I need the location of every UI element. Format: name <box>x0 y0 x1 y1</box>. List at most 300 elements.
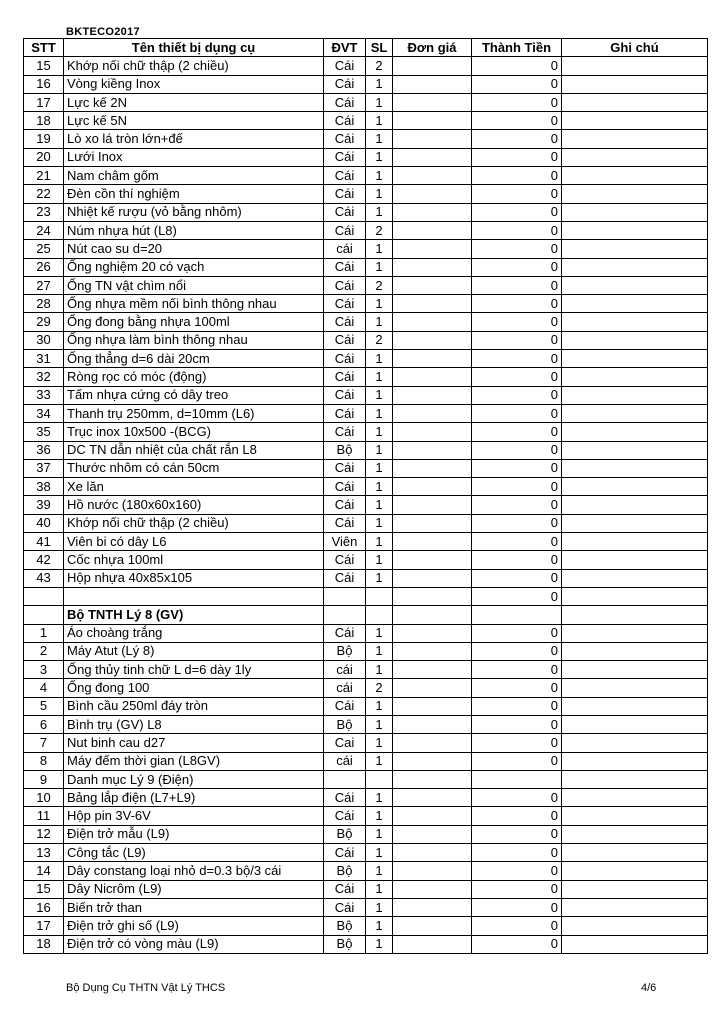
cell-total: 0 <box>472 734 562 752</box>
cell-qty: 1 <box>366 423 393 441</box>
cell-name: Điện trở có vòng màu (L9) <box>64 935 324 953</box>
table-row <box>24 752 708 770</box>
cell-note <box>562 514 708 532</box>
cell-name: Nút cao su d=20 <box>64 240 324 258</box>
cell-unit: Cái <box>324 459 366 477</box>
table-row <box>24 478 708 496</box>
table-row <box>24 533 708 551</box>
cell-total: 0 <box>472 715 562 733</box>
table-body <box>24 57 708 954</box>
cell-unit-price <box>393 679 472 697</box>
cell-total: 0 <box>472 221 562 239</box>
table-row <box>24 789 708 807</box>
table-row <box>24 276 708 294</box>
cell-note <box>562 807 708 825</box>
cell-total: 0 <box>472 642 562 660</box>
cell-stt: 18 <box>24 112 64 130</box>
cell-unit: Cái <box>324 276 366 294</box>
cell-stt: 20 <box>24 148 64 166</box>
cell-qty: 1 <box>366 203 393 221</box>
cell-stt: 10 <box>24 789 64 807</box>
cell-stt <box>24 587 64 605</box>
cell-name: Ống đong 100 <box>64 679 324 697</box>
cell-qty: 2 <box>366 221 393 239</box>
document-code: BKTECO2017 <box>66 26 140 38</box>
cell-stt: 15 <box>24 880 64 898</box>
cell-name: Vòng kiềng Inox <box>64 75 324 93</box>
cell-total: 0 <box>472 240 562 258</box>
cell-stt: 19 <box>24 130 64 148</box>
cell-total: 0 <box>472 167 562 185</box>
cell-total: 0 <box>472 203 562 221</box>
cell-total: 0 <box>472 880 562 898</box>
cell-qty: 1 <box>366 569 393 587</box>
cell-unit: Cai <box>324 734 366 752</box>
cell-unit-price <box>393 478 472 496</box>
cell-qty: 1 <box>366 551 393 569</box>
cell-stt: 38 <box>24 478 64 496</box>
table-row <box>24 368 708 386</box>
cell-unit: Cái <box>324 350 366 368</box>
cell-qty: 1 <box>366 313 393 331</box>
table-row <box>24 258 708 276</box>
cell-qty: 1 <box>366 148 393 166</box>
cell-unit: Cái <box>324 258 366 276</box>
cell-total: 0 <box>472 350 562 368</box>
cell-stt: 30 <box>24 331 64 349</box>
cell-unit-price <box>393 606 472 624</box>
cell-note <box>562 862 708 880</box>
cell-note <box>562 148 708 166</box>
cell-unit-price <box>393 862 472 880</box>
cell-unit-price <box>393 844 472 862</box>
page-number: 4/6 <box>641 982 657 994</box>
table-row <box>24 331 708 349</box>
cell-note <box>562 295 708 313</box>
cell-qty: 2 <box>366 679 393 697</box>
cell-qty: 1 <box>366 697 393 715</box>
cell-note <box>562 459 708 477</box>
cell-unit: Cái <box>324 130 366 148</box>
cell-total: 0 <box>472 898 562 916</box>
cell-qty: 1 <box>366 75 393 93</box>
cell-unit: Bộ <box>324 917 366 935</box>
cell-stt: 36 <box>24 441 64 459</box>
cell-total: 0 <box>472 112 562 130</box>
cell-qty: 2 <box>366 276 393 294</box>
cell-name: Hồ nước (180x60x160) <box>64 496 324 514</box>
cell-stt: 31 <box>24 350 64 368</box>
cell-qty: 1 <box>366 862 393 880</box>
cell-unit-price <box>393 203 472 221</box>
cell-total: 0 <box>472 57 562 75</box>
cell-unit: Cái <box>324 898 366 916</box>
cell-note <box>562 368 708 386</box>
cell-total: 0 <box>472 258 562 276</box>
cell-qty: 1 <box>366 661 393 679</box>
cell-name: Hộp pin 3V-6V <box>64 807 324 825</box>
cell-name: Nut binh cau d27 <box>64 734 324 752</box>
cell-unit: Cái <box>324 423 366 441</box>
cell-qty: 1 <box>366 93 393 111</box>
cell-name: Thước nhôm có cán 50cm <box>64 459 324 477</box>
cell-stt: 12 <box>24 825 64 843</box>
cell-stt: 29 <box>24 313 64 331</box>
table-row <box>24 697 708 715</box>
cell-stt <box>24 606 64 624</box>
cell-note <box>562 770 708 788</box>
cell-note <box>562 240 708 258</box>
cell-unit <box>324 606 366 624</box>
cell-note <box>562 679 708 697</box>
cell-name: Ròng rọc có móc (động) <box>64 368 324 386</box>
section-row <box>24 606 708 624</box>
cell-qty: 1 <box>366 350 393 368</box>
cell-qty: 1 <box>366 167 393 185</box>
cell-name: Thanh trụ 250mm, d=10mm (L6) <box>64 404 324 422</box>
cell-note <box>562 880 708 898</box>
cell-total: 0 <box>472 130 562 148</box>
cell-unit-price <box>393 569 472 587</box>
cell-total: 0 <box>472 533 562 551</box>
cell-total: 0 <box>472 752 562 770</box>
cell-note <box>562 587 708 605</box>
cell-total: 0 <box>472 148 562 166</box>
cell-name: Khớp nối chữ thập (2 chiều) <box>64 57 324 75</box>
cell-name: Tấm nhựa cứng có dây treo <box>64 386 324 404</box>
cell-unit-price <box>393 350 472 368</box>
cell-name: Viên bi có dây L6 <box>64 533 324 551</box>
cell-stt: 21 <box>24 167 64 185</box>
cell-unit-price <box>393 240 472 258</box>
header-note: Ghi chú <box>562 39 708 57</box>
table-row <box>24 185 708 203</box>
cell-stt: 28 <box>24 295 64 313</box>
cell-unit: Cái <box>324 93 366 111</box>
cell-note <box>562 57 708 75</box>
cell-name: Áo choàng trắng <box>64 624 324 642</box>
cell-unit: cái <box>324 752 366 770</box>
cell-total: 0 <box>472 807 562 825</box>
cell-qty: 1 <box>366 240 393 258</box>
table-row <box>24 715 708 733</box>
cell-total: 0 <box>472 93 562 111</box>
cell-stt: 13 <box>24 844 64 862</box>
cell-qty: 1 <box>366 715 393 733</box>
cell-total: 0 <box>472 844 562 862</box>
cell-note <box>562 185 708 203</box>
cell-qty: 1 <box>366 807 393 825</box>
cell-total: 0 <box>472 496 562 514</box>
cell-note <box>562 533 708 551</box>
cell-qty: 1 <box>366 533 393 551</box>
cell-note <box>562 697 708 715</box>
cell-name: Nam châm gốm <box>64 167 324 185</box>
cell-total: 0 <box>472 789 562 807</box>
cell-stt: 22 <box>24 185 64 203</box>
cell-unit-price <box>393 935 472 953</box>
cell-total: 0 <box>472 569 562 587</box>
table-row <box>24 313 708 331</box>
cell-qty: 1 <box>366 624 393 642</box>
cell-qty: 1 <box>366 459 393 477</box>
cell-unit: Bộ <box>324 825 366 843</box>
cell-qty: 1 <box>366 368 393 386</box>
cell-unit: Cái <box>324 880 366 898</box>
cell-unit: cái <box>324 679 366 697</box>
cell-unit-price <box>393 258 472 276</box>
cell-stt: 40 <box>24 514 64 532</box>
cell-total: 0 <box>472 661 562 679</box>
cell-stt: 24 <box>24 221 64 239</box>
cell-qty: 1 <box>366 496 393 514</box>
cell-name: Bình cầu 250ml đáy tròn <box>64 697 324 715</box>
cell-unit: Bộ <box>324 862 366 880</box>
cell-name: Ống đong bằng nhựa 100ml <box>64 313 324 331</box>
cell-qty <box>366 587 393 605</box>
cell-unit: Cái <box>324 807 366 825</box>
cell-unit: Cái <box>324 203 366 221</box>
cell-name: Đèn cồn thí nghiệm <box>64 185 324 203</box>
table-row <box>24 221 708 239</box>
table-row <box>24 935 708 953</box>
table-row <box>24 57 708 75</box>
cell-stt: 18 <box>24 935 64 953</box>
cell-note <box>562 350 708 368</box>
cell-unit: Cái <box>324 112 366 130</box>
table-row <box>24 75 708 93</box>
cell-note <box>562 478 708 496</box>
cell-total: 0 <box>472 295 562 313</box>
cell-note <box>562 569 708 587</box>
cell-unit-price <box>393 697 472 715</box>
cell-total: 0 <box>472 917 562 935</box>
cell-unit-price <box>393 386 472 404</box>
cell-note <box>562 935 708 953</box>
table-row <box>24 130 708 148</box>
cell-unit: Cái <box>324 551 366 569</box>
cell-stt: 39 <box>24 496 64 514</box>
cell-qty: 1 <box>366 404 393 422</box>
cell-stt: 6 <box>24 715 64 733</box>
cell-unit-price <box>393 496 472 514</box>
cell-stt: 7 <box>24 734 64 752</box>
cell-note <box>562 642 708 660</box>
cell-qty: 1 <box>366 295 393 313</box>
cell-name: Công tắc (L9) <box>64 844 324 862</box>
cell-qty: 1 <box>366 185 393 203</box>
cell-name: Lực kế 2N <box>64 93 324 111</box>
table-row <box>24 148 708 166</box>
table-row <box>24 167 708 185</box>
table-row <box>24 844 708 862</box>
cell-name: Ống thủy tinh chữ L d=6 dày 1ly <box>64 661 324 679</box>
cell-stt: 25 <box>24 240 64 258</box>
cell-unit-price <box>393 898 472 916</box>
cell-note <box>562 789 708 807</box>
cell-total: 0 <box>472 368 562 386</box>
cell-stt: 34 <box>24 404 64 422</box>
cell-note <box>562 844 708 862</box>
table-row <box>24 734 708 752</box>
cell-unit: Cái <box>324 148 366 166</box>
table-row <box>24 587 708 605</box>
cell-total: 0 <box>472 825 562 843</box>
cell-unit: cái <box>324 240 366 258</box>
cell-name: Ống nhựa mềm nối bình thông nhau <box>64 295 324 313</box>
cell-unit-price <box>393 313 472 331</box>
cell-total: 0 <box>472 624 562 642</box>
cell-unit-price <box>393 825 472 843</box>
cell-unit <box>324 587 366 605</box>
cell-unit-price <box>393 880 472 898</box>
cell-name: Ống TN vật chìm nổi <box>64 276 324 294</box>
cell-unit-price <box>393 514 472 532</box>
cell-total: 0 <box>472 331 562 349</box>
cell-stt: 2 <box>24 642 64 660</box>
cell-name: Xe lăn <box>64 478 324 496</box>
table-row <box>24 386 708 404</box>
cell-qty: 1 <box>366 825 393 843</box>
cell-note <box>562 276 708 294</box>
cell-unit: Cái <box>324 478 366 496</box>
cell-qty: 1 <box>366 441 393 459</box>
table-row <box>24 917 708 935</box>
table-row <box>24 679 708 697</box>
cell-stt: 43 <box>24 569 64 587</box>
table-row <box>24 112 708 130</box>
cell-stt: 1 <box>24 624 64 642</box>
cell-unit-price <box>393 167 472 185</box>
cell-unit: Viên <box>324 533 366 551</box>
cell-total: 0 <box>472 862 562 880</box>
cell-note <box>562 825 708 843</box>
cell-name: Lưới Inox <box>64 148 324 166</box>
table-row <box>24 624 708 642</box>
cell-stt: 26 <box>24 258 64 276</box>
cell-qty: 1 <box>366 898 393 916</box>
cell-unit-price <box>393 715 472 733</box>
table-row <box>24 898 708 916</box>
cell-stt: 42 <box>24 551 64 569</box>
table-row <box>24 661 708 679</box>
cell-note <box>562 715 708 733</box>
cell-qty: 1 <box>366 258 393 276</box>
cell-unit-price <box>393 752 472 770</box>
cell-note <box>562 331 708 349</box>
cell-note <box>562 441 708 459</box>
cell-unit-price <box>393 75 472 93</box>
cell-qty: 1 <box>366 935 393 953</box>
cell-unit-price <box>393 661 472 679</box>
table-row <box>24 569 708 587</box>
cell-stt: 23 <box>24 203 64 221</box>
table-row <box>24 203 708 221</box>
cell-unit: Bộ <box>324 441 366 459</box>
cell-stt: 15 <box>24 57 64 75</box>
cell-total: 0 <box>472 276 562 294</box>
cell-total <box>472 770 562 788</box>
cell-stt: 17 <box>24 93 64 111</box>
cell-unit <box>324 770 366 788</box>
cell-name: Nhiệt kế rượu (vỏ bằng nhôm) <box>64 203 324 221</box>
table-row <box>24 459 708 477</box>
cell-stt: 8 <box>24 752 64 770</box>
cell-unit-price <box>393 533 472 551</box>
cell-stt: 16 <box>24 898 64 916</box>
cell-unit-price <box>393 368 472 386</box>
cell-unit: Bộ <box>324 935 366 953</box>
cell-unit: Bộ <box>324 642 366 660</box>
cell-unit: Cái <box>324 697 366 715</box>
cell-name: Danh mục Lý 9 (Điện) <box>64 770 324 788</box>
cell-note <box>562 423 708 441</box>
cell-name: Núm nhựa hút (L8) <box>64 221 324 239</box>
cell-total: 0 <box>472 313 562 331</box>
cell-stt: 3 <box>24 661 64 679</box>
cell-unit-price <box>393 734 472 752</box>
cell-unit: cái <box>324 661 366 679</box>
cell-unit-price <box>393 789 472 807</box>
header-unit: ĐVT <box>324 39 366 57</box>
cell-stt: 14 <box>24 862 64 880</box>
cell-unit-price <box>393 624 472 642</box>
footer-title: Bộ Dụng Cụ THTN Vật Lý THCS <box>66 982 226 994</box>
cell-qty <box>366 606 393 624</box>
cell-note <box>562 112 708 130</box>
cell-note <box>562 606 708 624</box>
cell-note <box>562 167 708 185</box>
cell-total: 0 <box>472 423 562 441</box>
cell-unit: Cái <box>324 404 366 422</box>
cell-unit-price <box>393 807 472 825</box>
cell-qty: 1 <box>366 789 393 807</box>
cell-stt: 37 <box>24 459 64 477</box>
table-row <box>24 93 708 111</box>
cell-unit-price <box>393 423 472 441</box>
cell-qty: 2 <box>366 331 393 349</box>
cell-unit: Cái <box>324 844 366 862</box>
cell-name: Biến trở than <box>64 898 324 916</box>
cell-note <box>562 917 708 935</box>
cell-total: 0 <box>472 935 562 953</box>
cell-total: 0 <box>472 551 562 569</box>
cell-total: 0 <box>472 587 562 605</box>
cell-unit-price <box>393 221 472 239</box>
cell-stt: 5 <box>24 697 64 715</box>
table-row <box>24 862 708 880</box>
cell-qty: 2 <box>366 57 393 75</box>
cell-stt: 41 <box>24 533 64 551</box>
cell-qty: 1 <box>366 112 393 130</box>
cell-name: Điện trở ghi số (L9) <box>64 917 324 935</box>
table-row <box>24 295 708 313</box>
cell-unit-price <box>393 276 472 294</box>
cell-note <box>562 313 708 331</box>
cell-total: 0 <box>472 441 562 459</box>
header-name: Tên thiết bị dụng cụ <box>64 39 324 57</box>
cell-note <box>562 551 708 569</box>
cell-note <box>562 661 708 679</box>
table-row <box>24 551 708 569</box>
cell-name: Bảng lắp điện (L7+L9) <box>64 789 324 807</box>
cell-note <box>562 496 708 514</box>
cell-name: Ống thẳng d=6 dài 20cm <box>64 350 324 368</box>
cell-stt: 4 <box>24 679 64 697</box>
cell-name: Máy đếm thời gian (L8GV) <box>64 752 324 770</box>
equipment-table <box>23 38 708 954</box>
cell-unit-price <box>393 587 472 605</box>
